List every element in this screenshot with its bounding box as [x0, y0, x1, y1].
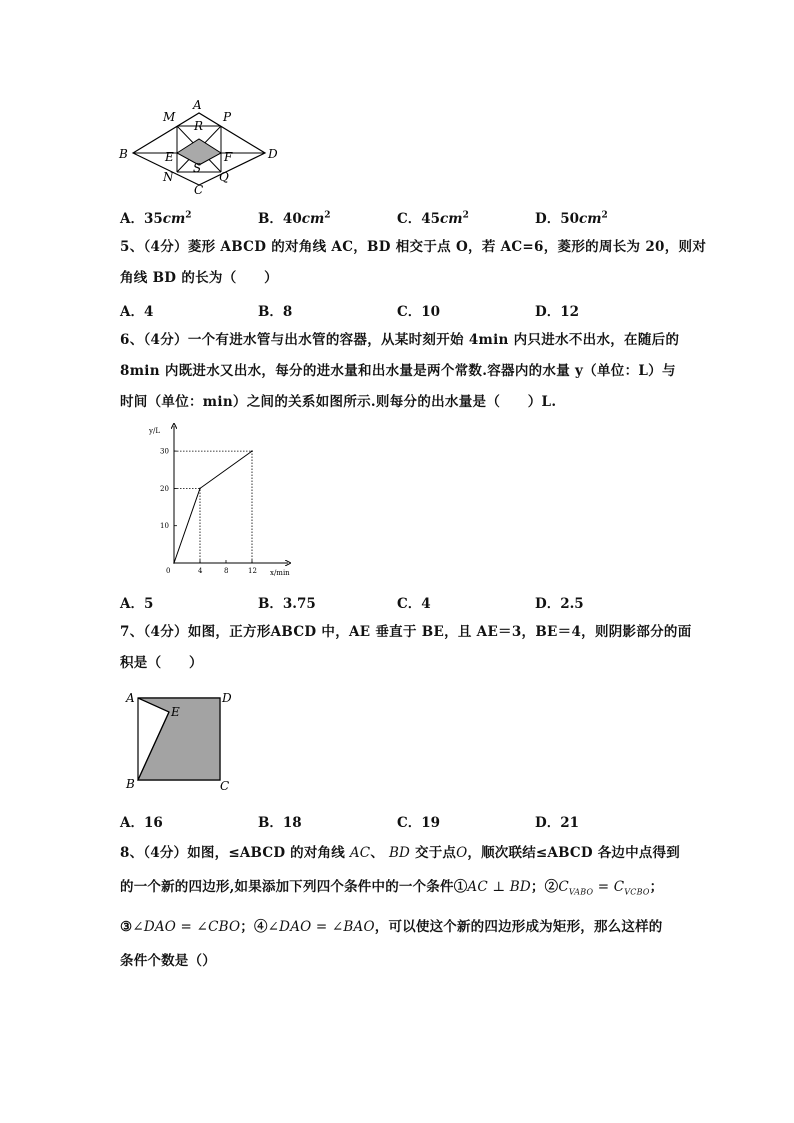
- q7-option-b: B．18: [258, 815, 302, 831]
- label-P: P: [223, 110, 232, 124]
- label-R: R: [194, 119, 204, 133]
- label-C: C: [220, 779, 230, 793]
- x-tick-label-12: 12: [248, 567, 257, 575]
- q7-line-2: 积是（ ）: [120, 655, 203, 671]
- label-B: B: [119, 147, 128, 161]
- q7-line-1: 7、（4分）如图，正方形ABCD 中，AE 垂直于 BE，且 AE＝3，BE＝4，则阴影部分的面: [120, 624, 692, 640]
- data-point-0: [173, 562, 175, 564]
- data-point-2: [251, 450, 253, 452]
- y-axis-label: y/L: [149, 427, 160, 435]
- q6-option-c: C．4: [397, 596, 431, 612]
- series-line-0: [174, 451, 252, 563]
- q4-option-d: D．$50cm^2$: [535, 210, 608, 227]
- q4-options: [120, 207, 680, 227]
- label-A: A: [126, 691, 135, 705]
- q6-line-2: 8min 内既进水又出水，每分的进水量和出水量是两个常数.容器内的水量 y（单位：L）与: [120, 363, 676, 379]
- q6-option-b: B．3.75: [258, 596, 316, 612]
- q5-option-b: B．8: [258, 304, 293, 320]
- x-axis-label: x/min: [270, 569, 290, 577]
- label-M: M: [163, 110, 176, 124]
- q7-option-c: C．19: [397, 815, 441, 831]
- q8-line-1: 8、（4分）如图，≤ABCD 的对角线 AC、 BD 交于点O，顺次联结≤ABCD 各边中点得到: [120, 845, 680, 861]
- label-D: D: [222, 691, 232, 705]
- q6-stem: [120, 325, 680, 418]
- q4-option-a: A．$35cm^2$: [120, 210, 192, 227]
- q5-option-a: A．4: [120, 304, 154, 320]
- q4-option-c: C．$45cm^2$: [397, 210, 469, 227]
- water-volume-chart: [140, 420, 300, 580]
- q8-stem: [120, 836, 680, 978]
- q7-option-d: D．21: [535, 815, 579, 831]
- square-figure: [122, 688, 242, 798]
- q6-line-3: 时间（单位：min）之间的关系如图所示.则每分的出水量是（ ）L.: [120, 394, 557, 410]
- y-tick-label-20: 20: [160, 484, 169, 493]
- y-tick-label-10: 10: [160, 522, 169, 531]
- label-D: D: [268, 147, 278, 161]
- q6-option-a: A．5: [120, 596, 154, 612]
- q5-option-d: D．12: [535, 304, 579, 320]
- q5-options: [120, 300, 680, 320]
- q5-option-c: C．10: [397, 304, 441, 320]
- q7-options: [120, 811, 680, 831]
- q5-line-1: 5、（4分）菱形 ABCD 的对角线 AC，BD 相交于点 O，若 AC=6，菱形的周长为 20，则对: [120, 239, 707, 255]
- label-N: N: [163, 170, 174, 184]
- label-A: A: [193, 98, 202, 112]
- label-B: B: [126, 777, 135, 791]
- x-tick-label-8: 8: [224, 567, 229, 575]
- y-tick-label-30: 30: [160, 447, 169, 456]
- q7-stem: [120, 617, 692, 679]
- x-tick-label-4: 4: [198, 567, 203, 575]
- label-E: E: [165, 150, 174, 164]
- label-C: C: [194, 183, 204, 195]
- q5-line-2: 角线 BD 的长为（ ）: [120, 270, 278, 286]
- label-F: F: [224, 150, 233, 164]
- label-E: E: [171, 705, 180, 719]
- origin-label: 0: [166, 567, 171, 575]
- label-S: S: [193, 161, 202, 175]
- q5-stem: [120, 232, 707, 294]
- data-point-1: [199, 488, 201, 490]
- q8-line-2: 的一个新的四边形,如果添加下列四个条件中的一个条件①AC ⊥ BD；$②C_{VABO} = C_{VCBO}$；: [120, 879, 664, 897]
- q4-option-b: B．$40cm^2$: [258, 210, 331, 227]
- q6-options: [120, 592, 680, 612]
- q7-option-a: A．16: [120, 815, 163, 831]
- q8-line-4: 条件个数是（）: [120, 952, 216, 969]
- label-Q: Q: [219, 170, 229, 184]
- q6-line-1: 6、（4分）一个有进水管与出水管的容器，从某时刻开始 4min 内只进水不出水，在随后的: [120, 332, 680, 348]
- q8-line-3: ③∠DAO = ∠CBO；④∠DAO = ∠BAO，可以使这个新的四边形成为矩形，那么这样的: [120, 918, 663, 935]
- rhombus-figure: [115, 95, 290, 195]
- q6-option-d: D．2.5: [535, 596, 584, 612]
